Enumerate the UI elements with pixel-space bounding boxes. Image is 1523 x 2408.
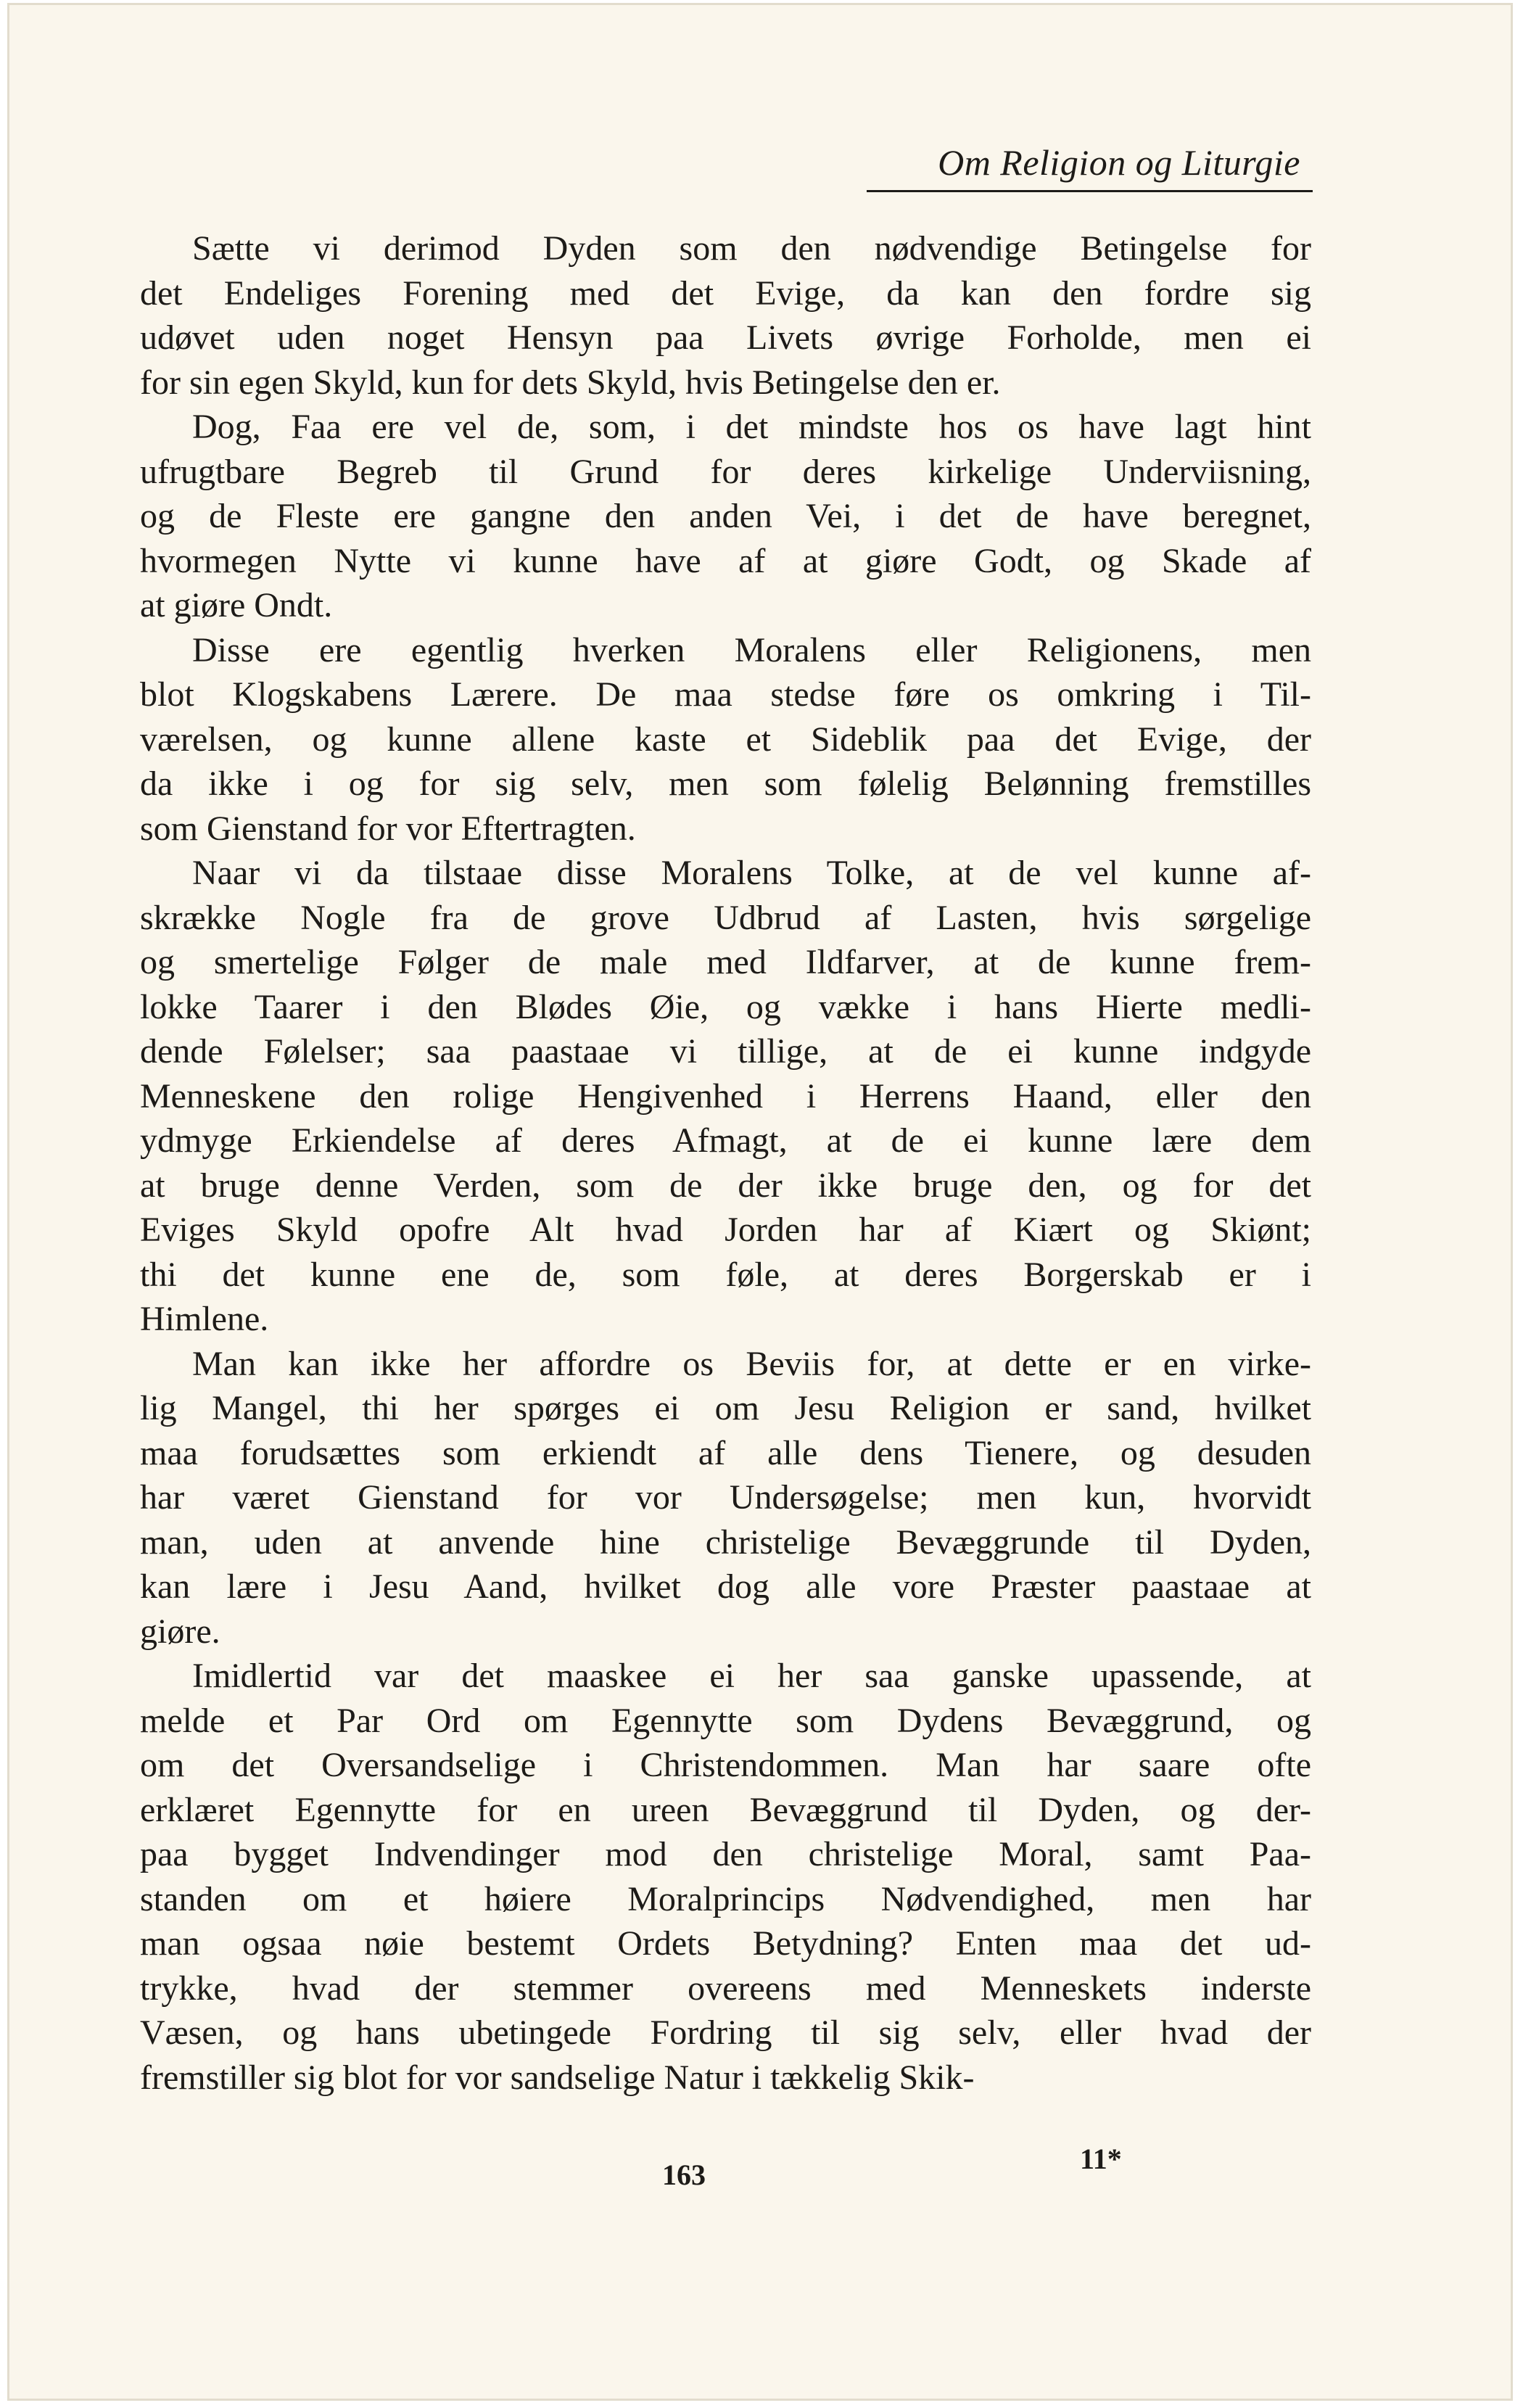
text-line: udøvet uden noget Hensyn paa Livets øvrige Forholde, men ei (140, 318, 1311, 357)
book-page (7, 3, 1513, 2401)
text-line: hvormegen Nytte vi kunne have af at giøre Godt, og Skade af (140, 541, 1311, 580)
page-number: 163 (662, 2158, 706, 2191)
text-line: Eviges Skyld opofre Alt hvad Jorden har af Kiært og Skiønt; (140, 1211, 1311, 1249)
text-line: erklæret Egennytte for en ureen Bevæggrund til Dyden, og der- (140, 1790, 1311, 1829)
text-line: da ikke i og for sig selv, men som følelig Belønning fremstilles (140, 764, 1311, 803)
text-line: Imidlertid var det maaskee ei her saa ganske upassende, at (192, 1657, 1311, 1695)
text-line: værelsen, og kunne allene kaste et Sideblik paa det Evige, der (140, 719, 1311, 759)
text-line: Dog, Faa ere vel de, som, i det mindste hos os have lagt hint (192, 408, 1311, 446)
text-line: ufrugtbare Begreb til Grund for deres kirkelige Underviisning, (140, 452, 1311, 491)
body-text (140, 226, 1311, 2100)
text-line: melde et Par Ord om Egennytte som Dydens Bevæggrund, og (140, 1701, 1311, 1740)
text-line: lig Mangel, thi her spørges ei om Jesu Religion er sand, hvilket (140, 1389, 1311, 1427)
text-line: blot Klogskabens Lærere. De maa stedse føre os omkring i Til- (140, 675, 1311, 714)
text-line: man, uden at anvende hine christelige Bevæggrunde til Dyden, (140, 1522, 1311, 1562)
text-line: at giøre Ondt. (140, 586, 333, 624)
text-line: Disse ere egentlig hverken Moralens eller Religionens, men (192, 630, 1311, 669)
text-line: standen om et høiere Moralprincips Nødvendighed, men har (140, 1879, 1311, 1918)
text-line: har været Gienstand for vor Undersøgelse; men kun, hvorvidt (140, 1478, 1311, 1517)
text-line: om det Oversandselige i Christendommen. Man har saare ofte (140, 1746, 1311, 1784)
text-line: lokke Taarer i den Blødes Øie, og vække i hans Hierte medli- (140, 987, 1311, 1026)
text-line: Naar vi da tilstaae disse Moralens Tolke, at de vel kunne af- (192, 854, 1311, 892)
paragraph (140, 1342, 1311, 1654)
paragraph (140, 851, 1311, 1342)
text-line: fremstiller sig blot for vor sandselige Natur i tækkelig Skik- (140, 2058, 975, 2097)
paragraph (140, 1654, 1311, 2100)
text-line: Man kan ikke her affordre os Beviis for, at dette er en virke- (192, 1344, 1311, 1383)
text-line: at bruge denne Verden, som de der ikke bruge den, og for det (140, 1166, 1311, 1205)
text-line: trykke, hvad der stemmer overeens med Menneskets inderste (140, 1968, 1311, 2008)
text-line: Væsen, og hans ubetingede Fordring til sig selv, eller hvad der (140, 2013, 1311, 2052)
text-line: maa forudsættes som erkiendt af alle dens Tienere, og desuden (140, 1433, 1311, 1472)
text-line: Sætte vi derimod Dyden som den nødvendige Betingelse for (192, 229, 1311, 268)
text-line: thi det kunne ene de, som føle, at deres Borgerskab er i (140, 1255, 1311, 1294)
text-line: og de Fleste ere gangne den anden Vei, i det de have beregnet, (140, 497, 1311, 535)
text-line: skrække Nogle fra de grove Udbrud af Lasten, hvis sørgelige (140, 898, 1311, 937)
text-line: det Endeliges Forening med det Evige, da kan den fordre sig (140, 273, 1311, 313)
text-line: og smertelige Følger de male med Ildfarver, at de kunne frem- (140, 943, 1311, 981)
running-head: Om Religion og Liturgie (938, 142, 1300, 183)
text-line: ydmyge Erkiendelse af deres Afmagt, at de ei kunne lære dem (140, 1121, 1311, 1160)
running-head-rule (867, 190, 1313, 192)
text-line: giøre. (140, 1612, 220, 1651)
paragraph (140, 226, 1311, 405)
text-line: Himlene. (140, 1300, 269, 1338)
text-line: Menneskene den rolige Hengivenhed i Herrens Haand, eller den (140, 1076, 1311, 1116)
signature-mark: 11* (1080, 2143, 1122, 2175)
paragraph (140, 405, 1311, 628)
text-line: man ogsaa nøie bestemt Ordets Betydning? Enten maa det ud- (140, 1924, 1311, 1963)
text-line: paa bygget Indvendinger mod den christelige Moral, samt Paa- (140, 1835, 1311, 1873)
text-line: kan lære i Jesu Aand, hvilket dog alle vore Præster paastaae at (140, 1567, 1311, 1606)
text-line: for sin egen Skyld, kun for dets Skyld, hvis Betingelse den er. (140, 363, 1001, 402)
text-line: som Gienstand for vor Eftertragten. (140, 809, 636, 848)
text-line: dende Følelser; saa paastaae vi tillige, at de ei kunne indgyde (140, 1032, 1311, 1071)
folio (9, 2143, 1511, 2201)
paragraph (140, 628, 1311, 852)
